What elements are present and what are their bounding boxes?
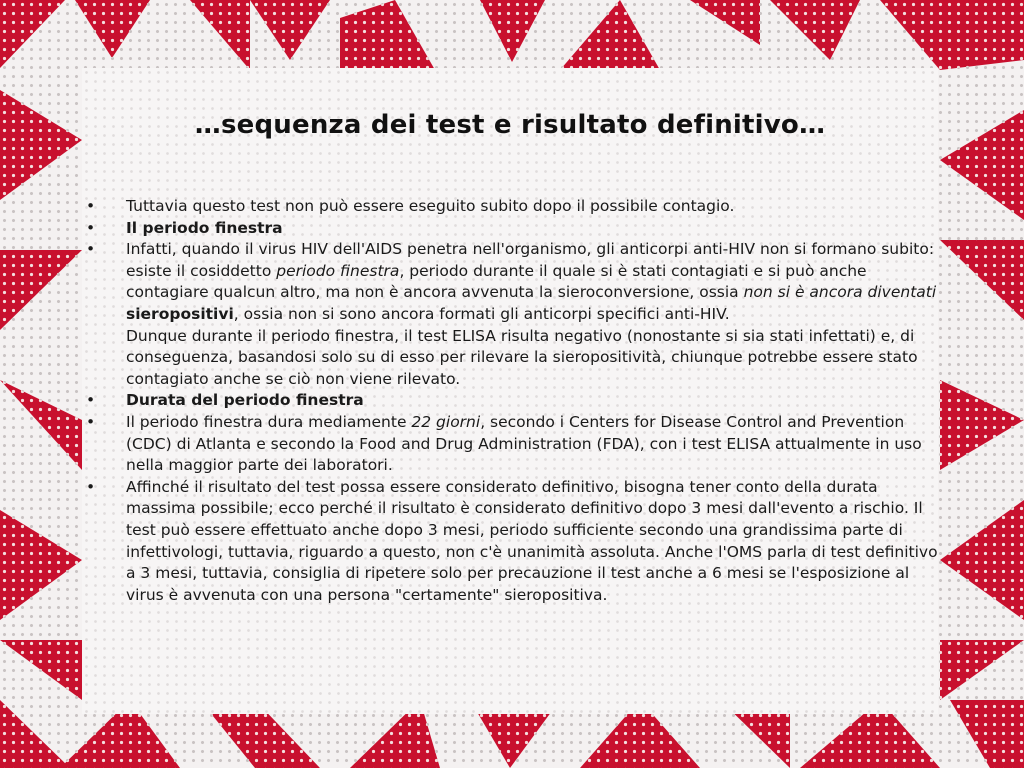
list-item: • Tuttavia questo test non può essere eseguito subito dopo il possibile contagio. xyxy=(84,196,940,218)
list-item xyxy=(84,218,940,240)
section-heading: Il periodo finestra xyxy=(126,218,283,237)
section-heading: Durata del periodo finestra xyxy=(126,391,364,410)
bullet-list xyxy=(84,196,940,606)
list-item: • Affinché il risultato del test possa essere considerato definitivo, bisogna tener conto della durata massima possibile; ecco perché il risultato è considerato definitivo dopo 3 mesi dall'evento a rischio. Il test può essere effettuato anche dopo 3 mesi, periodo sufficiente secondo una grandissima parte di infettivologi, tuttavia, riguardo a questo, non c'è unanimità assoluta. Anche l'OMS parla di test definitivo a 3 mesi, tuttavia, consiglia di ripetere solo per precauzione il test anche a 6 mesi se l'esposizione al virus è avvenuta con una persona "certamente" sieropositiva. xyxy=(84,477,940,607)
list-item xyxy=(84,390,940,412)
list-item: • Infatti, quando il virus HIV dell'AIDS penetra nell'organismo, gli anticorpi anti-HIV non si formano subito: esiste il cosiddetto periodo finestra, periodo durante il quale si è stati contagiati e si può anche contagiare qualcun altro, ma non è ancora avvenuta la sieroconversione, ossia non si è ancora diventati sieropositivi, ossia non si sono ancora formati gli anticorpi specifici anti-HIV. Dunque durante il periodo finestra, il test ELISA risulta negativo (nonostante si sia stati infettati) e, di conseguenza, basandosi solo su di esso per rilevare la sieropositività, chiunque potrebbe essere stato contagiato anche se ciò non viene rilevato. xyxy=(84,239,940,390)
slide-title: …sequenza dei test e risultato definitivo… xyxy=(194,110,826,140)
list-item: • Il periodo finestra dura mediamente 22 giorni, secondo i Centers for Disease Control and Prevention (CDC) di Atlanta e secondo la Food and Drug Administration (FDA), con i test ELISA attualmente in uso nella maggior parte dei laboratori. xyxy=(84,412,940,477)
